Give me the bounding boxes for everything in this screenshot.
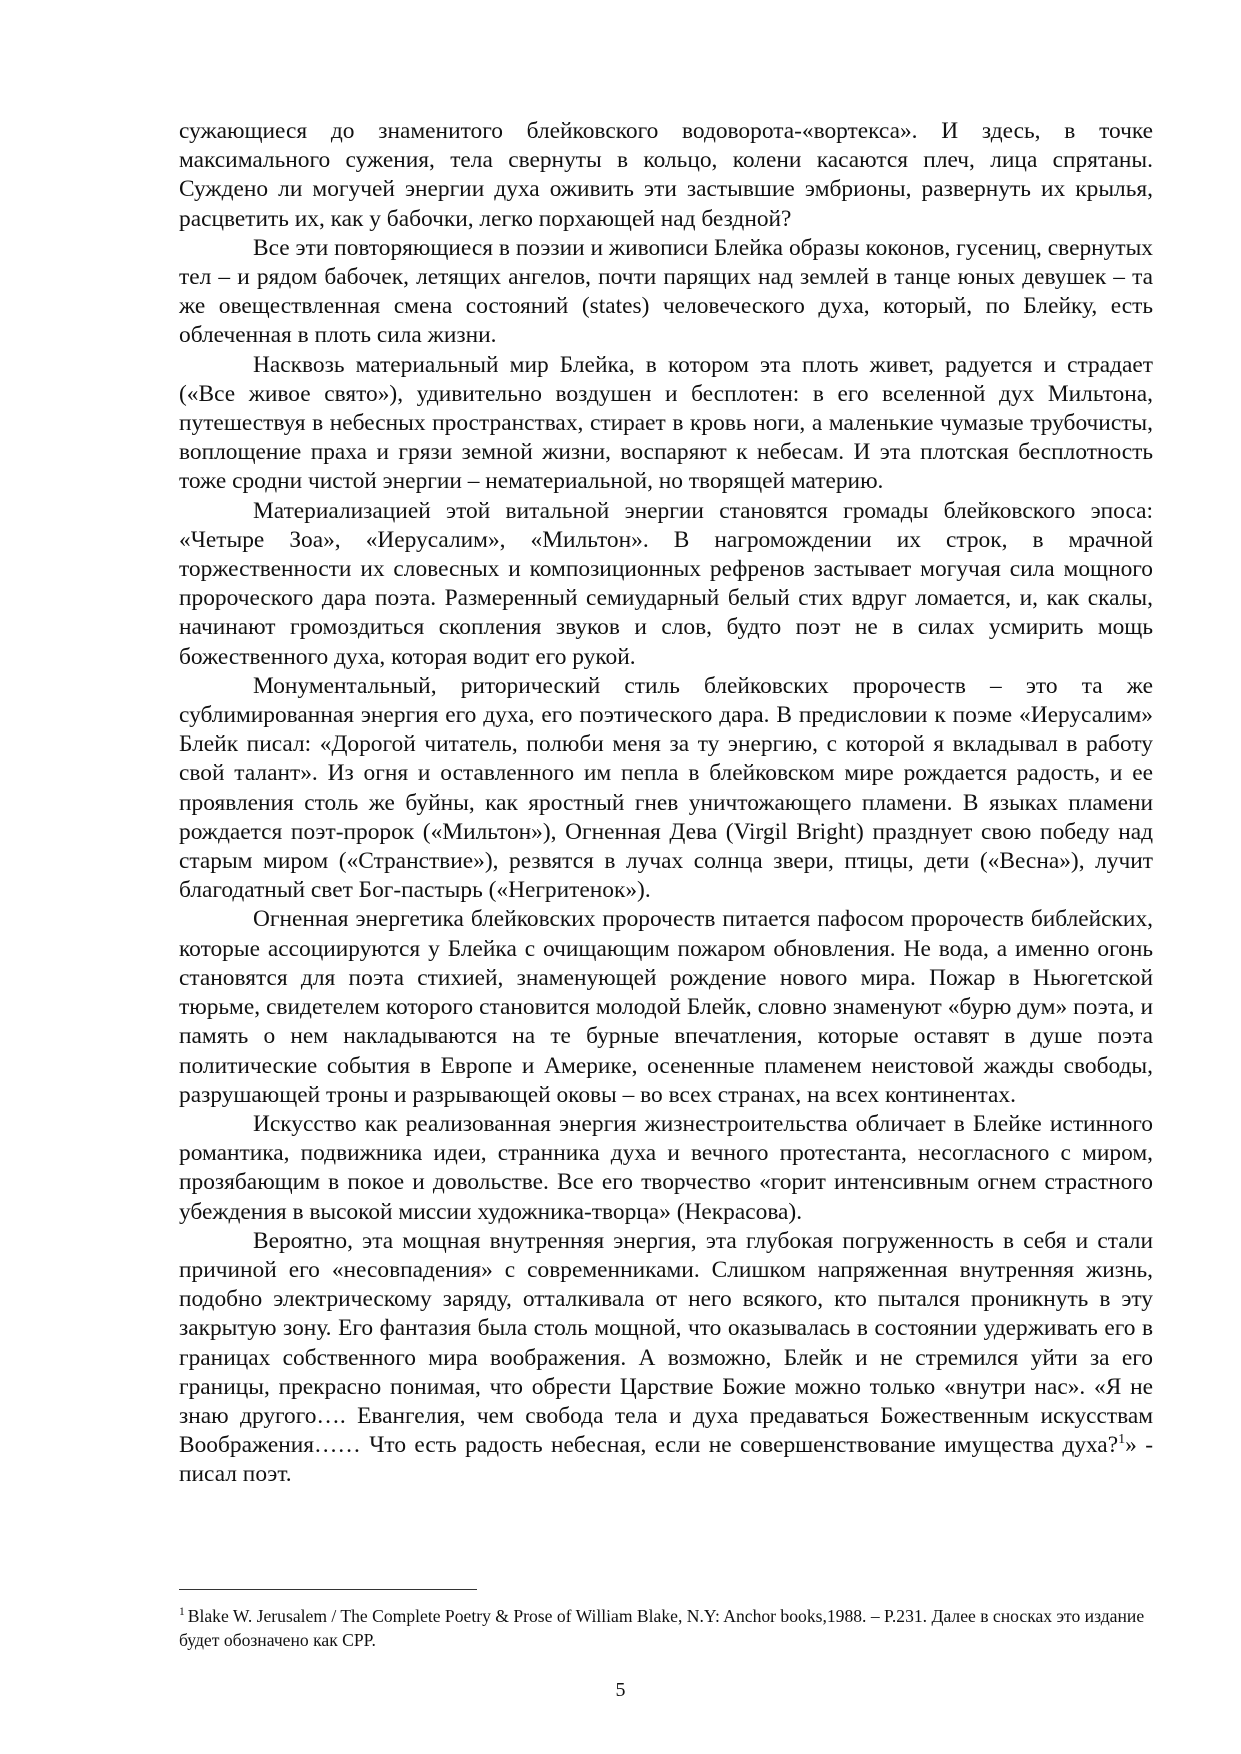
paragraph-3: Насквозь материальный мир Блейка, в котором эта плоть живет, радуется и страдает («Все живое свято»), удивительно воздушен и бесплотен: в его вселенной дух Мильтона, путешествуя в небесных пространствах, стирает в кровь ноги, а маленькие чумазые трубочисты, воплощение праха и грязи земной жизни, воспаряют к небесам. И эта плотская бесплотность тоже сродни чистой энергии – нематериальной, но творящей материю. bbox=[179, 351, 1153, 495]
paragraph-8 bbox=[179, 1227, 1153, 1490]
page-number: 5 bbox=[615, 1679, 626, 1701]
footnote-text: Blake W. Jerusalem / The Complete Poetry & Prose of William Blake, N.Y: Anchor books,1988. – P.231. Далее в сносках это издание будет обозначено как CPP. bbox=[179, 1606, 1145, 1650]
paragraph-5: Монументальный, риторический стиль блейковских пророчеств – это та же сублимированная энергия его духа, его поэтического дара. В предисловии к поэме «Иерусалим» Блейк писал: «Дорогой читатель, полюби меня за ту энергию, с которой я вкладывал в работу свой талант». Из огня и оставленного им пепла в блейковском мире рождается радость, и ее проявления столь же буйны, как яростный гнев уничтожающего пламени. В языках пламени рождается поэт-пророк («Мильтон»), Огненная Дева (Virgil Bright) празднует свою победу над старым миром («Странствие»), резвятся в лучах солнца звери, птицы, дети («Весна»), лучит благодатный свет Бог-пастырь («Негритенок»). bbox=[179, 672, 1153, 904]
paragraph-8-text: Вероятно, эта мощная внутренняя энергия, эта глубокая погруженность в себя и стали причиной его «несовпадения» с современниками. Слишком напряженная внутренняя жизнь, подобно электрическому заряду, отталкивала от него всякого, кто пытался проникнуть в эту закрытую зону. Его фантазия была столь мощной, что оказывалась в состоянии удерживать его в границах собственного мира воображения. А возможно, Блейк и не стремился уйти за его границы, прекрасно понимая, что обрести Царствие Божие можно только «внутри нас». «Я не знаю другого…. Евангелия, чем свобода тела и духа предаваться Божественным искусствам Воображения…… Что есть радость небесная, если не совершенствование имущества духа? bbox=[179, 1227, 1153, 1459]
paragraph-6: Огненная энергетика блейковских пророчеств питается пафосом пророчеств библейских, которые ассоциируются у Блейка с очищающим пожаром обновления. Не вода, а именно огонь становятся для поэта стихией, знаменующей рождение нового мира. Пожар в Ньюгетской тюрьме, свидетелем которого становится молодой Блейк, словно знаменуют «бурю дум» поэта, и память о нем накладываются на те бурные впечатления, которые оставят в душе поэта политические события в Европе и Америке, осененные пламенем неистовой жажды свободы, разрушающей троны и разрывающей оковы – во всех странах, на всех континентах. bbox=[179, 906, 1153, 1108]
paragraph-1: сужающиеся до знаменитого блейковского водоворота-«вортекса». И здесь, в точке максимального сужения, тела свернуты в кольцо, колени касаются плеч, лица спрятаны. Суждено ли могучей энергии духа оживить эти застывшие эмбрионы, развернуть их крылья, расцветить их, как у бабочки, легко порхающей над бездной? bbox=[179, 118, 1153, 232]
paragraph-7: Искусство как реализованная энергия жизнестроительства обличает в Блейке истинного романтика, подвижника идеи, странника духа и вечного протестанта, несогласного с миром, прозябающим в покое и довольстве. Все его творчество «горит интенсивным огнем страстного убеждения в высокой миссии художника-творца» (Некрасова). bbox=[179, 1110, 1153, 1225]
footnote bbox=[179, 1604, 1159, 1652]
paragraph-2: Все эти повторяющиеся в поэзии и живописи Блейка образы коконов, гусениц, свернутых тел – и рядом бабочек, летящих ангелов, почти парящих над землей в танце юных девушек – та же овеществленная смена состояний (states) человеческого духа, который, по Блейку, есть облеченная в плоть сила жизни. bbox=[179, 234, 1153, 349]
paragraph-4: Материализацией этой витальной энергии становятся громады блейковского эпоса: «Четыре Зоа», «Иерусалим», «Мильтон». В нагромождении их строк, в мрачной торжественности их словесных и композиционных рефренов застывает могучая сила мощного пророческого дара поэта. Размеренный семиударный белый стих вдруг ломается, и, как скалы, начинают громоздиться скопления звуков и слов, будто поэт не в силах усмирить мощь божественного духа, которая водит его рукой. bbox=[179, 497, 1153, 670]
paragraph-8-end: » - писал поэт. bbox=[179, 1432, 1153, 1488]
body-text bbox=[179, 117, 1153, 1490]
footnote-reference[interactable]: 1 bbox=[1118, 1432, 1126, 1448]
footnote-separator bbox=[179, 1589, 477, 1590]
footnote-marker: 1 bbox=[179, 1606, 185, 1618]
